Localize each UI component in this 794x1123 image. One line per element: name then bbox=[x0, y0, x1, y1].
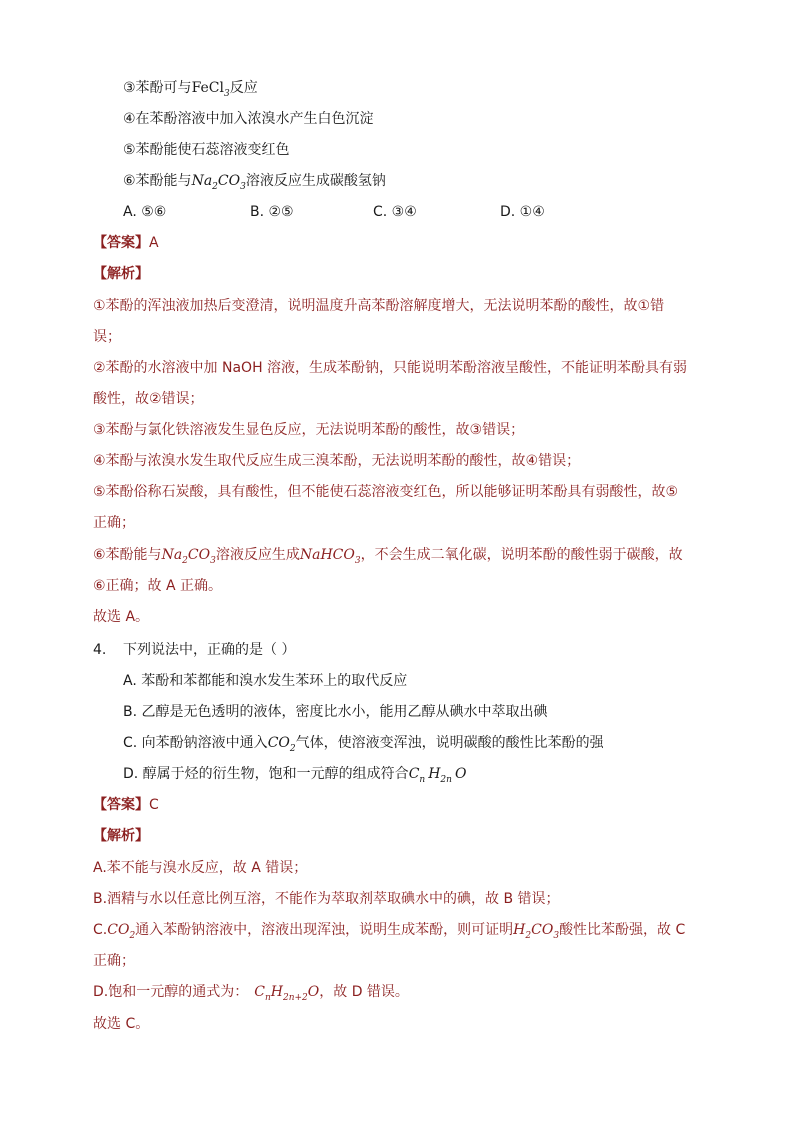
q3-item-5: ⑤苯酚能使石蕊溶液变红色 bbox=[123, 142, 290, 158]
q4-conclusion: 故选 C。 bbox=[93, 1016, 150, 1032]
line9-text-3: ，不会生成二氧化碳，说明苯酚的酸性弱于碳酸，故 bbox=[360, 547, 683, 563]
q4-stem: 下列说法中，正确的是（ ） bbox=[123, 642, 296, 658]
q4-option-b: B. 乙醇是无色透明的液体，密度比水小，能用乙醇从碘水中萃取出碘 bbox=[123, 704, 548, 720]
na2co3-formula: $Na_2CO_3$ bbox=[191, 173, 246, 192]
q3-item-6 bbox=[123, 171, 386, 197]
q3-analysis-line-4: 酸性，故②错误； bbox=[93, 391, 204, 407]
q4-analysis-line-a: A.苯不能与溴水反应，故 A 错误； bbox=[93, 860, 308, 876]
q4-analysis-line-c2: 正确； bbox=[93, 953, 135, 969]
q3-item-6-text-end: 溶液反应生成碳酸氢钠 bbox=[245, 173, 386, 189]
cnh2n2o-formula: $C_nH_{2n+2}O$ bbox=[254, 984, 320, 1003]
line9-text-1: ⑥苯酚能与 bbox=[93, 547, 162, 563]
q3-item-4: ④在苯酚溶液中加入浓溴水产生白色沉淀 bbox=[123, 111, 374, 127]
q4-analysis-line-b: B.酒精与水以任意比例互溶，不能作为萃取剂萃取碘水中的碘，故 B 错误； bbox=[93, 891, 560, 907]
answer-value: A bbox=[149, 235, 159, 251]
q3-item-3 bbox=[123, 78, 258, 104]
q3-analysis-tag: 【解析】 bbox=[93, 266, 149, 282]
line-c-text: 通入苯酚钠溶液中，溶液出现浑浊，说明生成苯酚，则可证明 bbox=[135, 922, 514, 938]
answer-value: C bbox=[149, 797, 159, 813]
q3-analysis-line-10: ⑥正确；故 A 正确。 bbox=[93, 578, 223, 594]
line-d-text-end: ，故 D 错误。 bbox=[319, 984, 409, 1000]
q3-item-6-text: ⑥苯酚能与 bbox=[123, 173, 192, 189]
line-d-prefix: D.饱和一元醇的通式为： bbox=[93, 984, 249, 1000]
q4-option-c-text-end: 气体，使溶液变浑浊，说明碳酸的酸性比苯酚的强 bbox=[295, 735, 604, 751]
nahco3-formula: NaHCO$_3$ bbox=[299, 547, 361, 566]
q4-option-c bbox=[123, 733, 604, 759]
line9-text-2: 溶液反应生成 bbox=[215, 547, 300, 563]
q4-option-c-text: C. 向苯酚钠溶液中通入 bbox=[123, 735, 268, 751]
q3-analysis-line-3: ②苯酚的水溶液中加 NaOH 溶液，生成苯酚钠，只能说明苯酚溶液呈酸性，不能证明苯酚具有弱 bbox=[93, 360, 688, 376]
q4-analysis-tag: 【解析】 bbox=[93, 828, 149, 844]
answer-tag: 【答案】 bbox=[93, 235, 149, 251]
answer-tag: 【答案】 bbox=[93, 797, 149, 813]
q3-analysis-line-6: ④苯酚与浓溴水发生取代反应生成三溴苯酚，无法说明苯酚的酸性，故④错误； bbox=[93, 453, 581, 469]
q4-answer bbox=[93, 795, 159, 815]
q4-option-d-text: D. 醇属于烃的衍生物，饱和一元醇的组成符合 bbox=[123, 766, 409, 782]
line-c-prefix: C. bbox=[93, 922, 108, 938]
q4-analysis-line-c bbox=[93, 920, 685, 946]
q4-option-a: A. 苯酚和苯都能和溴水发生苯环上的取代反应 bbox=[123, 673, 408, 689]
q3-option-c: C. ③④ bbox=[373, 204, 417, 220]
q3-analysis-line-9 bbox=[93, 545, 683, 571]
h2co3-formula: $H_2CO_3$ bbox=[513, 922, 560, 941]
q4-number: 4. bbox=[93, 642, 107, 658]
co2-formula: $CO_2$ bbox=[267, 735, 296, 754]
na2co3-formula-2: $Na_2CO_3$ bbox=[161, 547, 216, 566]
cnh2no-formula: $C_n$ $H_{2n}$ O bbox=[408, 766, 467, 785]
q4-option-d bbox=[123, 764, 466, 790]
q3-option-a: A. ⑤⑥ bbox=[123, 204, 167, 220]
co2-formula-2: $CO_2$ bbox=[107, 922, 136, 941]
q3-item-3-text: ③苯酚可与 bbox=[123, 80, 192, 96]
q3-option-b: B. ②⑤ bbox=[250, 204, 294, 220]
q3-analysis-line-1: ①苯酚的浑浊液加热后变澄清，说明温度升高苯酚溶解度增大，无法说明苯酚的酸性，故①错 bbox=[93, 298, 665, 314]
q3-option-d: D. ①④ bbox=[500, 204, 545, 220]
q3-item-3-text-end: 反应 bbox=[229, 80, 258, 96]
q3-answer bbox=[93, 233, 159, 253]
q3-analysis-line-7: ⑤苯酚俗称石炭酸，具有酸性，但不能使石蕊溶液变红色，所以能够证明苯酚具有弱酸性，故⑤ bbox=[93, 484, 679, 500]
q3-conclusion: 故选 A。 bbox=[93, 609, 150, 625]
q3-analysis-line-5: ③苯酚与氯化铁溶液发生显色反应，无法说明苯酚的酸性，故③错误； bbox=[93, 422, 525, 438]
line-c-text-end: 酸性比苯酚强，故 C bbox=[559, 922, 686, 938]
q3-analysis-line-2: 误； bbox=[93, 329, 121, 345]
q3-analysis-line-8: 正确； bbox=[93, 515, 135, 531]
fecl3-formula: FeCl$_3$ bbox=[191, 80, 230, 99]
q4-analysis-line-d bbox=[93, 982, 409, 1008]
